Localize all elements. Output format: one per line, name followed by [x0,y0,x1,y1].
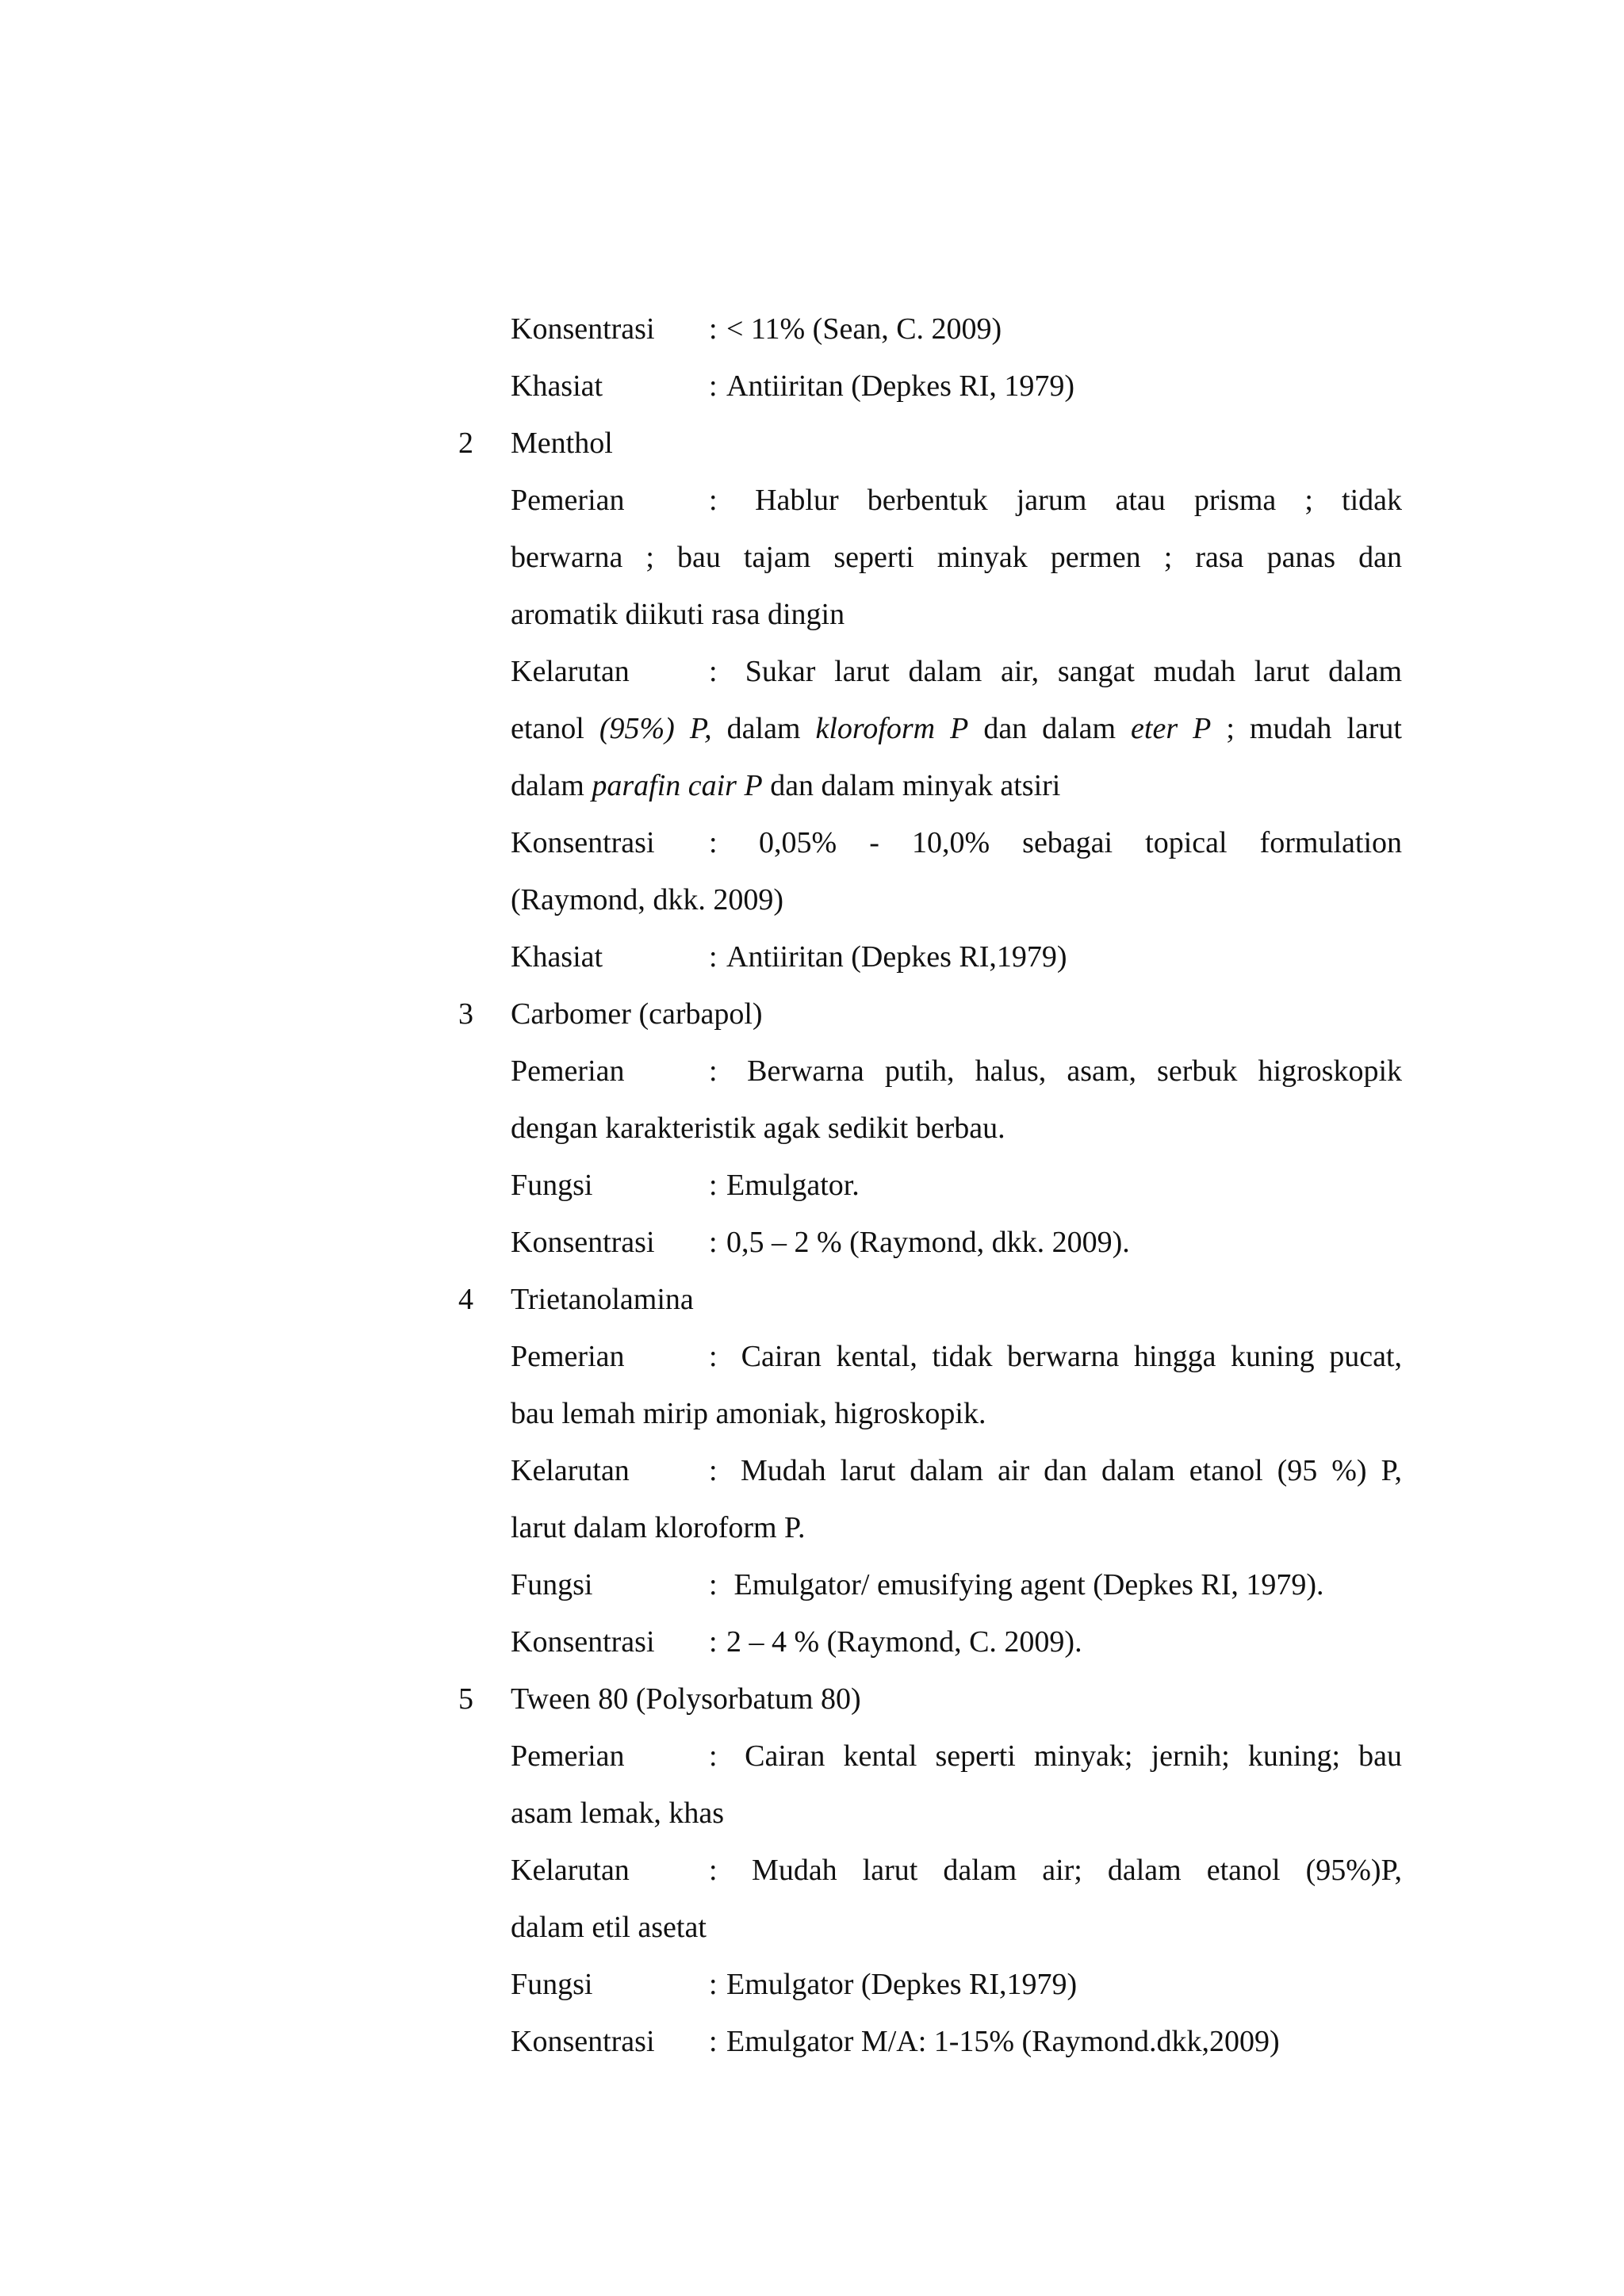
field-label: Konsentrasi [511,826,655,859]
item2-pemerian-row [511,481,1402,519]
colon: : [709,1054,718,1088]
field-continuation: asam lemak, khas [511,1797,725,1830]
field-label: Khasiat [511,369,603,403]
italic-term: eter P [1131,712,1212,745]
field-value: Emulgator/ emusifying agent (Depkes RI, 1979). [733,1568,1324,1601]
item5-pemerian-row [511,1737,1402,1775]
item-title: Tween 80 (Polysorbatum 80) [511,1682,861,1716]
field-value: Mudah larut dalam air dan dalam etanol (95 %) P, [740,1454,1402,1487]
field-label: Fungsi [511,1169,593,1202]
field-value: < 11% (Sean, C. 2009) [726,312,1002,346]
field-value: Antiiritan (Depkes RI,1979) [726,940,1067,974]
field-value: 0,5 – 2 % (Raymond, dkk. 2009). [726,1226,1130,1259]
field-continuation: bau lemah mirip amoniak, higroskopik. [511,1397,986,1430]
colon: : [709,1340,718,1373]
item-title: Trietanolamina [511,1283,694,1316]
field-label: Konsentrasi [511,312,655,346]
item5-konsentrasi-row [511,2022,1402,2061]
item4-konsentrasi-row [511,1623,1402,1661]
field-value: Cairan kental, tidak berwarna hingga kuning pucat, [741,1340,1402,1373]
text-run: dalam [711,712,816,745]
field-continuation: dalam etil asetat [511,1911,707,1944]
text-run: dalam [511,769,592,802]
field-label: Pemerian [511,1739,625,1773]
field-value: Emulgator (Depkes RI,1979) [726,1968,1078,2001]
item3-konsentrasi-row [511,1223,1402,1261]
italic-term: (95%) P, [599,712,712,745]
colon: : [709,1454,718,1487]
field-value: 0,05% - 10,0% sebagai topical formulation [759,826,1402,859]
text-run: etanol [511,712,599,745]
item-number: 4 [458,1283,473,1316]
field-value: Cairan kental seperti minyak; jernih; kuning; bau [745,1739,1402,1773]
text-run: dan dalam [968,712,1132,745]
field-value: Hablur berbentuk jarum atau prisma ; tidak [755,484,1402,517]
field-label: Kelarutan [511,1854,630,1887]
field-continuation: aromatik diikuti rasa dingin [511,598,845,631]
colon: : [709,1739,718,1773]
field-value: 2 – 4 % (Raymond, C. 2009). [726,1625,1082,1659]
item-number: 2 [458,427,473,460]
colon: : [709,1854,718,1887]
item4-kelarutan-row [511,1452,1402,1490]
field-label: Fungsi [511,1568,593,1601]
item5-fungsi-row [511,1965,1402,2003]
colon: : [709,655,718,688]
item5-kelarutan-row [511,1851,1402,1889]
field-label: Konsentrasi [511,2025,655,2058]
field-label: Konsentrasi [511,1625,655,1659]
field-label: Kelarutan [511,655,630,688]
colon: : [709,1568,718,1601]
field-label: Khasiat [511,940,603,974]
text-run: dan dalam minyak atsiri [762,769,1061,802]
item-title: Carbomer (carbapol) [511,997,763,1031]
colon: : [709,369,718,403]
colon: : [709,940,718,974]
item-number: 3 [458,997,473,1031]
field-value: Emulgator M/A: 1-15% (Raymond.dkk,2009) [726,2025,1280,2058]
field-continuation [511,710,1402,748]
item2-kelarutan-row [511,652,1402,691]
colon: : [709,826,718,859]
item-number: 5 [458,1682,473,1716]
item-title: Menthol [511,427,613,460]
colon: : [709,1968,718,2001]
text-run: ; mudah larut [1211,712,1402,745]
item4-fungsi-row [511,1566,1402,1604]
colon: : [709,1625,718,1659]
colon: : [709,2025,718,2058]
item3-pemerian-row [511,1052,1402,1090]
field-label: Fungsi [511,1968,593,2001]
colon: : [709,1169,718,1202]
item2-khasiat-row [511,938,1402,976]
colon: : [709,1226,718,1259]
italic-term: kloroform P [815,712,969,745]
field-label: Pemerian [511,1054,625,1088]
field-value: Sukar larut dalam air, sangat mudah larut dalam [745,655,1402,688]
field-continuation: berwarna ; bau tajam seperti minyak permen ; rasa panas dan [511,541,1402,574]
field-value: Mudah larut dalam air; dalam etanol (95%)P, [752,1854,1403,1887]
field-continuation: (Raymond, dkk. 2009) [511,883,784,916]
item1-khasiat-row [511,367,1402,405]
item1-konsentrasi-row [511,310,1402,348]
colon: : [709,312,718,346]
field-label: Pemerian [511,1340,625,1373]
field-value: Antiiritan (Depkes RI, 1979) [726,369,1075,403]
item3-fungsi-row [511,1166,1402,1204]
field-value: Emulgator. [726,1169,860,1202]
colon: : [709,484,718,517]
field-label: Konsentrasi [511,1226,655,1259]
field-continuation [511,767,1402,805]
italic-term: parafin cair P [592,769,763,802]
field-label: Kelarutan [511,1454,630,1487]
item4-pemerian-row [511,1337,1402,1376]
field-label: Pemerian [511,484,625,517]
field-continuation: larut dalam kloroform P. [511,1511,806,1544]
field-continuation: dengan karakteristik agak sedikit berbau. [511,1112,1005,1145]
field-value: Berwarna putih, halus, asam, serbuk higroskopik [747,1054,1403,1088]
item2-konsentrasi-row [511,824,1402,862]
